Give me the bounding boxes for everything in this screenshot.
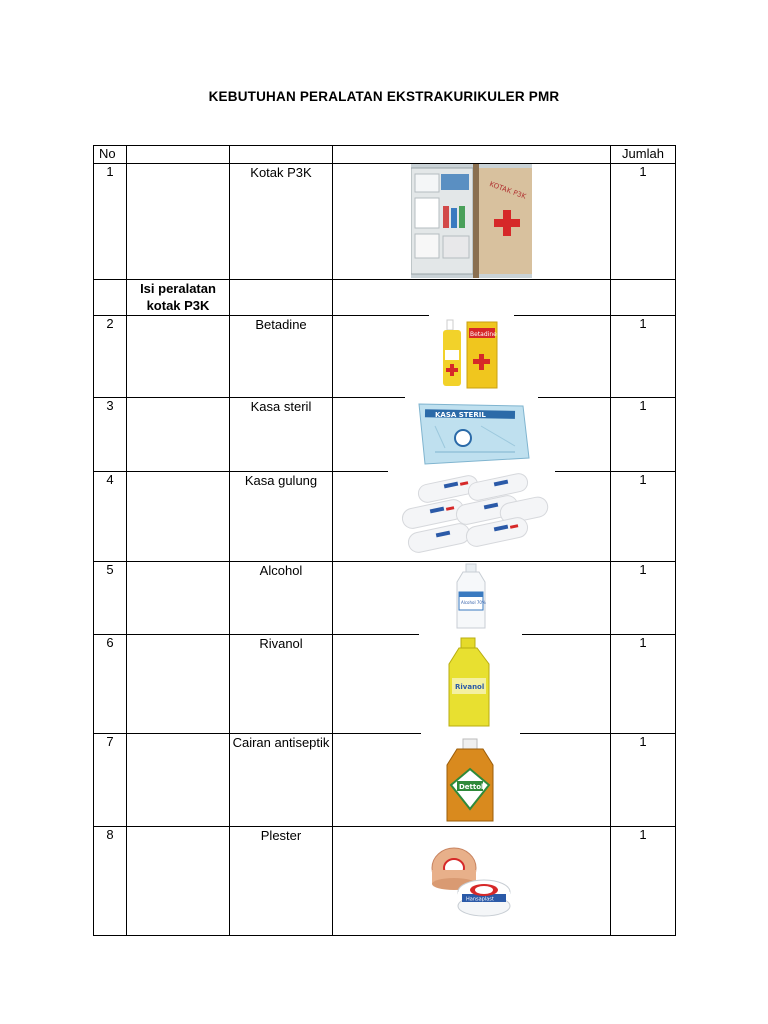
empty-cell bbox=[94, 280, 127, 316]
empty-cell bbox=[127, 472, 230, 562]
alcohol-bottle-image bbox=[451, 562, 491, 632]
empty-cell bbox=[127, 562, 230, 635]
betadine-bottle-image bbox=[429, 314, 514, 396]
table-row bbox=[94, 562, 676, 635]
rivanol-label: Rivanol bbox=[455, 683, 485, 691]
empty-cell bbox=[333, 280, 611, 316]
row-qty: 1 bbox=[611, 398, 676, 472]
row-qty: 1 bbox=[611, 827, 676, 936]
row-no: 5 bbox=[94, 562, 127, 635]
row-qty: 1 bbox=[611, 734, 676, 827]
row-qty: 1 bbox=[611, 472, 676, 562]
dettol-label: Dettol bbox=[459, 783, 484, 791]
row-qty: 1 bbox=[611, 316, 676, 398]
row-name: Kasa steril bbox=[230, 398, 333, 472]
row-name: Betadine bbox=[230, 316, 333, 398]
row-qty: 1 bbox=[611, 562, 676, 635]
empty-cell bbox=[127, 827, 230, 936]
gauze-box-label: KASA STERIL bbox=[435, 411, 486, 419]
empty-cell bbox=[127, 164, 230, 280]
header-col2 bbox=[127, 146, 230, 164]
empty-cell bbox=[127, 635, 230, 734]
antiseptic-bottle-image bbox=[421, 733, 520, 826]
subheading: Isi peralatan kotak P3K bbox=[127, 280, 230, 316]
row-name: Kotak P3K bbox=[230, 164, 333, 280]
row-name: Plester bbox=[230, 827, 333, 936]
row-no: 6 bbox=[94, 635, 127, 734]
table-row bbox=[94, 398, 676, 472]
header-no: No bbox=[94, 146, 127, 164]
table-row bbox=[94, 827, 676, 936]
row-name: Alcohol bbox=[230, 562, 333, 635]
alcohol-label: Alcohol 70% bbox=[461, 600, 486, 605]
gauze-rolls-image bbox=[388, 470, 555, 560]
empty-cell bbox=[127, 734, 230, 827]
row-no: 4 bbox=[94, 472, 127, 562]
table-row bbox=[94, 316, 676, 398]
row-no: 3 bbox=[94, 398, 127, 472]
svg-text:KOTAK P3K: KOTAK P3K bbox=[488, 180, 528, 201]
row-name: Rivanol bbox=[230, 635, 333, 734]
rivanol-bottle-image bbox=[419, 634, 522, 732]
row-no: 1 bbox=[94, 164, 127, 280]
row-qty: 1 bbox=[611, 164, 676, 280]
page-title: KEBUTUHAN PERALATAN EKSTRAKURIKULER PMR bbox=[208, 89, 560, 104]
betadine-label: Betadine bbox=[470, 331, 497, 338]
row-no: 7 bbox=[94, 734, 127, 827]
header-col3 bbox=[230, 146, 333, 164]
table-row bbox=[94, 164, 676, 280]
row-qty: 1 bbox=[611, 635, 676, 734]
empty-cell bbox=[127, 316, 230, 398]
plaster-roll-image bbox=[426, 842, 516, 920]
equipment-table bbox=[93, 145, 676, 936]
table-row bbox=[94, 472, 676, 562]
empty-cell bbox=[230, 280, 333, 316]
subheading-row bbox=[94, 280, 676, 316]
table-row bbox=[94, 734, 676, 827]
row-no: 8 bbox=[94, 827, 127, 936]
row-no: 2 bbox=[94, 316, 127, 398]
empty-cell bbox=[611, 280, 676, 316]
header-col4 bbox=[333, 146, 611, 164]
row-name: Kasa gulung bbox=[230, 472, 333, 562]
header-qty: Jumlah bbox=[611, 146, 676, 164]
table-row bbox=[94, 635, 676, 734]
empty-cell bbox=[127, 398, 230, 472]
row-name: Cairan antiseptik bbox=[230, 734, 333, 827]
plaster-label: Hansaplast bbox=[466, 896, 494, 903]
first-aid-box-image bbox=[411, 164, 532, 278]
sterile-gauze-box-image bbox=[405, 396, 538, 470]
table-header-row bbox=[94, 146, 676, 164]
